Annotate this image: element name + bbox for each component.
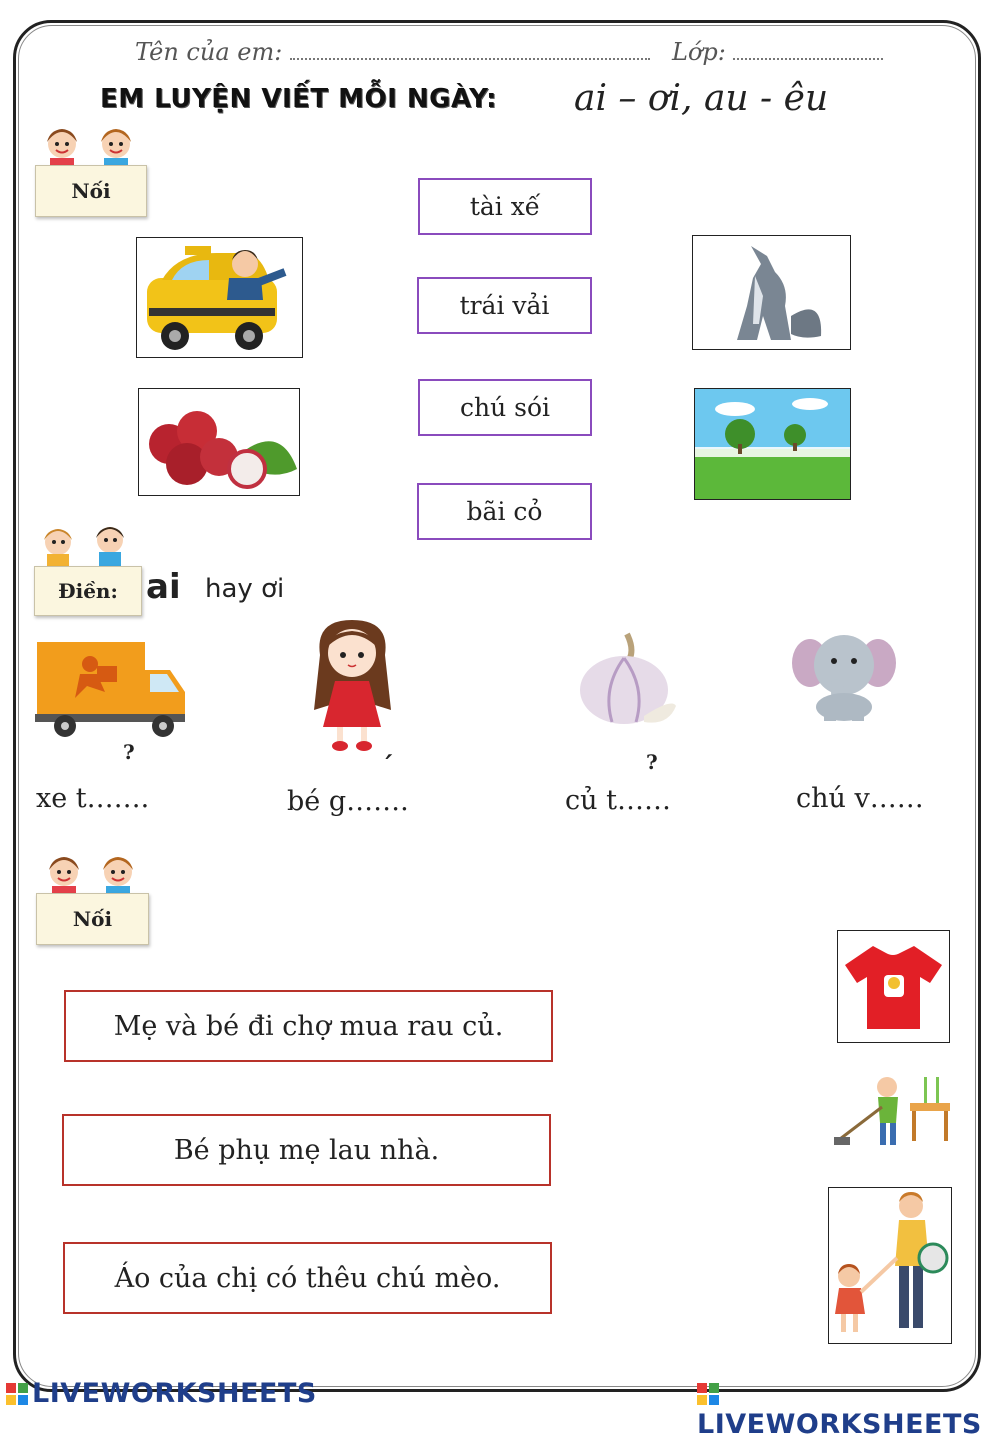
class-field[interactable] xyxy=(733,52,883,60)
brand-left: LIVEWORKSHEETS xyxy=(32,1378,317,1409)
fill-tag: Điền: xyxy=(34,566,142,616)
red-tshirt-cat-image[interactable] xyxy=(837,930,950,1043)
instruction-hay-oi: hay ơi xyxy=(205,574,285,604)
name-label: Tên của em: xyxy=(135,38,283,66)
name-line xyxy=(135,38,650,66)
garlic-image[interactable] xyxy=(572,628,680,728)
class-label: Lớp: xyxy=(672,38,726,66)
liveworksheets-logo-right xyxy=(697,1378,1000,1440)
tone-mark-2: ´ xyxy=(381,752,394,782)
taxi-driver-image[interactable] xyxy=(136,237,303,358)
page-title: EM LUYỆN VIẾT MỖI NGÀY: xyxy=(100,84,498,114)
sentence-box-3[interactable]: Áo của chị có thêu chú mèo. xyxy=(63,1242,552,1314)
delivery-truck-image[interactable] xyxy=(35,640,187,740)
class-line xyxy=(672,38,883,66)
page-title-script: ai – ơi, au - êu xyxy=(574,78,829,119)
fill-item-be-g[interactable]: bé g……. xyxy=(287,786,409,817)
sentence-box-1[interactable]: Mẹ và bé đi chợ mua rau củ. xyxy=(64,990,553,1062)
brand-right: LIVEWORKSHEETS xyxy=(697,1409,982,1440)
kids-icon-2 xyxy=(32,518,142,568)
liveworksheets-mark-left xyxy=(6,1383,28,1405)
match-tag-2: Nối xyxy=(36,893,149,945)
elephant-image[interactable] xyxy=(790,625,898,725)
liveworksheets-logo-left xyxy=(6,1378,317,1409)
word-box-bai-co[interactable]: bãi cỏ xyxy=(417,483,592,540)
fill-item-xe-t[interactable]: xe t……. xyxy=(36,783,150,814)
word-box-trai-vai[interactable]: trái vải xyxy=(417,277,592,334)
fill-item-chu-v[interactable]: chú v…… xyxy=(796,783,924,814)
lychee-image[interactable] xyxy=(138,388,300,496)
name-field[interactable] xyxy=(290,52,650,60)
fill-item-cu-t[interactable]: củ t…… xyxy=(565,785,671,816)
tone-mark-3: ? xyxy=(646,750,658,774)
boy-mopping-image[interactable] xyxy=(832,1073,957,1154)
word-box-tai-xe[interactable]: tài xế xyxy=(418,178,592,235)
sentence-box-2[interactable]: Bé phụ mẹ lau nhà. xyxy=(62,1114,551,1186)
mother-child-shopping-image[interactable] xyxy=(828,1187,952,1344)
liveworksheets-mark-right xyxy=(697,1383,719,1405)
tone-mark-1: ? xyxy=(123,740,135,764)
instruction-ai: ai xyxy=(146,567,181,607)
grass-field-image[interactable] xyxy=(694,388,851,500)
girl-image[interactable] xyxy=(305,615,400,755)
match-tag-1: Nối xyxy=(35,165,147,217)
word-box-chu-soi[interactable]: chú sói xyxy=(418,379,592,436)
howling-wolf-image[interactable] xyxy=(692,235,851,350)
